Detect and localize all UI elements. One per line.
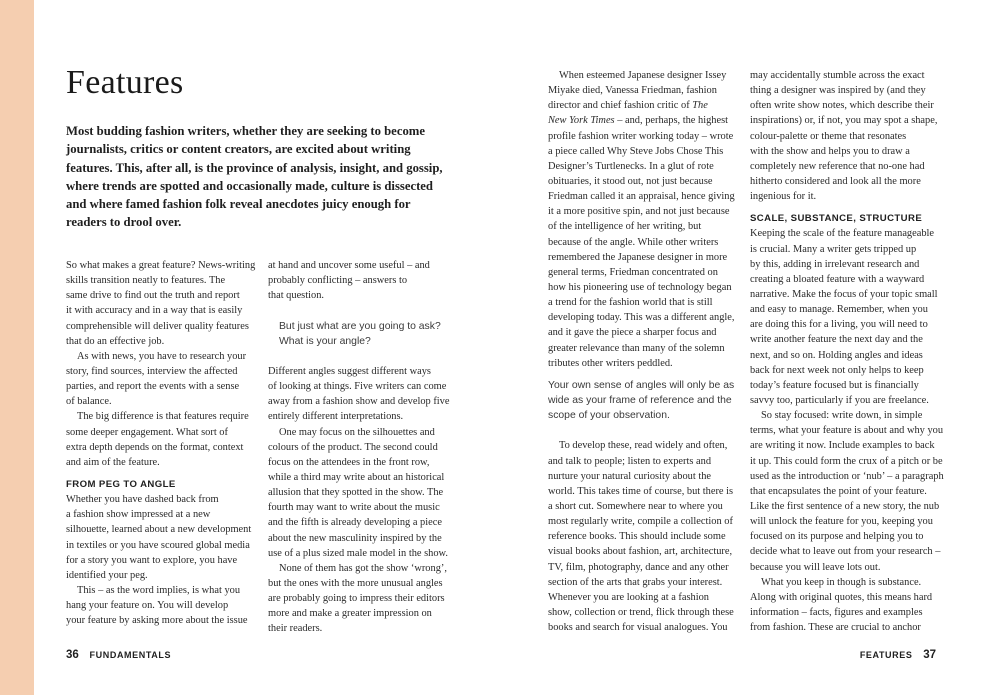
pull-quote-line: scope of your observation. [548,410,670,422]
text-line: reference books. This should include some [548,531,726,543]
text-line: profile fashion writer working today – wrote [548,130,734,142]
text-line: about the new masculinity inspired by the [268,532,442,544]
text-line: of balance. [66,396,112,408]
text-line: back for next week not only helps to keep [750,364,924,376]
text-line: because you will leave lots out. [750,561,881,573]
text-line: completely new reference that no-one had [750,160,925,172]
text-line: with the show and helps you to draw a [750,145,910,157]
text-line: visual books about fashion, art, architecture, [548,546,733,558]
text-line: fourth may want to write about the music [268,502,440,514]
footer-right [860,649,936,661]
text-line: a short cut. Somewhere near to where you [548,500,723,512]
text-line: books and search for visual analogues. You [548,622,728,634]
text-line: Different angles suggest different ways [268,365,431,377]
body-column-1 [66,258,262,628]
text-line: while a third may write about an historical [268,471,445,483]
book-spine-strip [0,0,34,695]
text-line: extra depth depends on the format, context [66,441,244,453]
text-line: and talk to people; listen to experts and [548,455,712,467]
text-line: in textiles or you have scoured global media [66,539,250,551]
text-line: thing a designer was inspired by (and they [750,85,926,97]
text-line: TV, film, photography, dance and any other [548,561,729,573]
text-line: section of the arts that grabs your interest. [548,576,723,588]
text-line: may accidentally stumble across the exact [750,70,925,81]
text-line: used as the introduction or ‘nub’ – a paragraph [750,470,944,482]
text-line: but the ones with the more unusual angles [268,577,443,589]
text-line: Along with original quotes, this means hard [750,591,933,603]
pull-quote-line: wide as your frame of reference and the [548,394,732,406]
text-line: next, and so on. Holding angles and ideas [750,349,923,361]
text-line: focused on its purpose and helping you to [750,531,924,543]
text-line: decide what to leave out from your research – [750,546,941,558]
text-line: world. This takes time of course, but there is [548,485,734,497]
text-line: One may focus on the silhouettes and [279,426,435,438]
text-line: it a more positive spin, and not just because [548,206,730,218]
text-line: greater relevance than many of the solemn [548,342,725,354]
text-line: and easy to manage. Remember, when you [750,304,928,316]
text-line: from fashion. These are crucial to anchor [750,622,921,634]
text-line: parties, and report the events with a sense [66,381,240,393]
text-line: it up. This could form the crux of a pitch or be [750,455,943,467]
text-line: and the fifth is already developing a piece [268,517,442,529]
text-line: None of them has got the show ‘wrong’, [279,562,447,574]
page-number-left: 36 [66,649,79,661]
pull-quote-line: What is your angle? [279,335,371,347]
text-line: terms, what your feature is about and why you [750,425,944,437]
text-line: same drive to find out the truth and report [66,290,240,302]
text-line: focus on the attendees in the front row, [268,456,430,468]
footer-left [66,649,171,661]
text-line: silhouette, learned about a new development [66,524,252,536]
body-column-3 [548,68,736,635]
text-line: for a story you want to explore, you have [66,554,238,566]
text-line: most regularly write, compile a collection of [548,516,733,528]
running-head-right: FEATURES [859,650,913,660]
text-line: your feature by asking more about the issue [66,615,248,627]
text-line: Miyake died, Vanessa Friedman, fashion [548,85,717,97]
text-line: So stay focused: write down, in simple [761,410,923,422]
text-line [548,113,736,128]
text-line: creating a bloated feature with a wayward [750,273,925,285]
text-line: it with accuracy and in a way that is easily [66,305,243,317]
text-line: developing today. This was a different angle, [548,312,735,324]
text-line: write another feature the next day and the [750,334,923,346]
page-title: Features [66,64,184,101]
page-number-right: 37 [923,649,936,661]
text-line: and it gave the piece a sharper focus and [548,327,717,339]
text-line: general terms, Friedman concentrated on [548,266,718,278]
text-line: how his pioneering use of technology began [548,281,732,293]
text-line: by this, adding in irrelevant research and [750,258,920,270]
text-line: Like the first sentence of a new story, the nub [750,500,940,512]
text-line: Friedman called it an appraisal, hence giving [548,191,735,203]
text-line: What you keep in though is substance. [761,576,922,588]
text-line: at hand and uncover some useful – and [268,260,430,271]
text-line: their readers. [268,623,323,635]
text-line: a fashion show impressed at a new [66,509,211,521]
text-line: entirely different interpretations. [268,411,404,423]
pull-quote-line: But just what are you going to ask? [279,320,441,332]
publication-name: New York Times [548,115,615,127]
text-line: hang your feature on. You will develop [66,600,229,612]
text-line: identified your peg. [66,569,148,581]
text-line: are probably going to impress their editors [268,593,445,605]
section-heading-peg-to-angle: FROM PEG TO ANGLE [66,478,176,490]
text-line: allusion that they spotted in the show. The [268,487,444,499]
text-line: Keeping the scale of the feature manageable [750,228,935,240]
text-line: story, find sources, interview the affected [66,365,238,377]
running-head-left: FUNDAMENTALS [89,650,172,660]
text-line: To develop these, read widely and often, [559,440,728,452]
text-line: use of a plus sized male model in the show. [268,547,448,559]
text-line: narrative. Make the focus of your topic small [750,288,938,300]
text-line: a piece called Why Steve Jobs Chose This [548,145,724,157]
text-line: ingenious for it. [750,191,817,203]
text-line: of the intelligence of her writing, but [548,221,702,233]
text-line: that do an effective job. [66,335,165,347]
intro-paragraph: Most budding fashion writers, whether they are seeking to become journalists, critics or content creators, are excited about writing features. This, after all, is the province of analysis, insight, and gossip, where trends are spotted and occasionally made, culture is dissected and where famed fashion folk reveal anecdotes juicy enough for readers to drool over. [66,124,443,230]
text-line: are doing this for a living, you will need to [750,319,928,331]
text-line: colours of the product. The second could [268,441,438,453]
text-line: colour-palette or theme that resonates [750,130,907,142]
section-heading-scale-substance-structure: SCALE, SUBSTANCE, STRUCTURE [750,213,923,225]
text-fragment: – and, perhaps, the highest [614,115,729,127]
text-line: show, collection or trend, flick through these [548,606,734,618]
text-line: often write show notes, which describe their [750,100,934,112]
text-line: As with news, you have to research your [77,350,247,362]
text-line: of looking at things. Five writers can come [268,381,447,393]
text-line: When esteemed Japanese designer Issey [559,70,727,81]
text-line [548,98,736,113]
text-line: remembered the Japanese designer in more [548,251,728,263]
text-line: skills transition neatly to features. The [66,275,226,287]
text-line: obituaries, it stood out, not just because [548,175,713,187]
publication-name: The [692,100,708,112]
text-line: today’s feature focused but is financially [750,379,919,391]
text-fragment: director and chief fashion critic of [548,100,693,112]
text-line: more and make a greater impression on [268,608,432,620]
body-column-4 [750,68,944,635]
text-line: savvy too, particularly if you are freelance. [750,394,929,406]
text-line: and aim of the feature. [66,456,160,468]
text-line: away from a fashion show and develop five [268,396,450,408]
text-line: probably conflicting – answers to [268,275,408,287]
text-line: Designer’s Turtlenecks. In a glut of rote [548,160,714,172]
text-line: So what makes a great feature? News-writing [66,260,256,271]
text-line: a trend for the fashion world that is still [548,297,713,309]
text-line: comprehensible will deliver quality features [66,320,249,332]
text-line: The big difference is that features require [77,411,249,423]
text-line: that encapsulates the point of your feature. [750,485,927,497]
body-column-2 [268,258,460,637]
text-line: inspirations) or, if not, you may spot a shape, [750,115,938,127]
text-line: hitherto considered and look all the more [750,175,921,187]
text-line: information – facts, figures and examples [750,606,923,618]
text-line: tributes other writers peddled. [548,357,673,369]
text-line: nurture your natural curiosity about the [548,470,712,482]
text-line: This – as the word implies, is what you [77,584,241,596]
text-line: Whenever you are looking at a fashion [548,591,709,603]
text-line: Whether you have dashed back from [66,494,219,506]
text-line: some deeper engagement. What sort of [66,426,228,438]
pull-quote-line: Your own sense of angles will only be as [548,379,735,391]
text-line: that question. [268,290,324,302]
text-line: is crucial. Many a writer gets tripped up [750,243,917,255]
text-line: will unlock the feature for you, keeping you [750,516,933,528]
text-line: are writing it now. Include examples to back [750,440,935,452]
text-line: because of the angle. While other writers [548,236,719,248]
